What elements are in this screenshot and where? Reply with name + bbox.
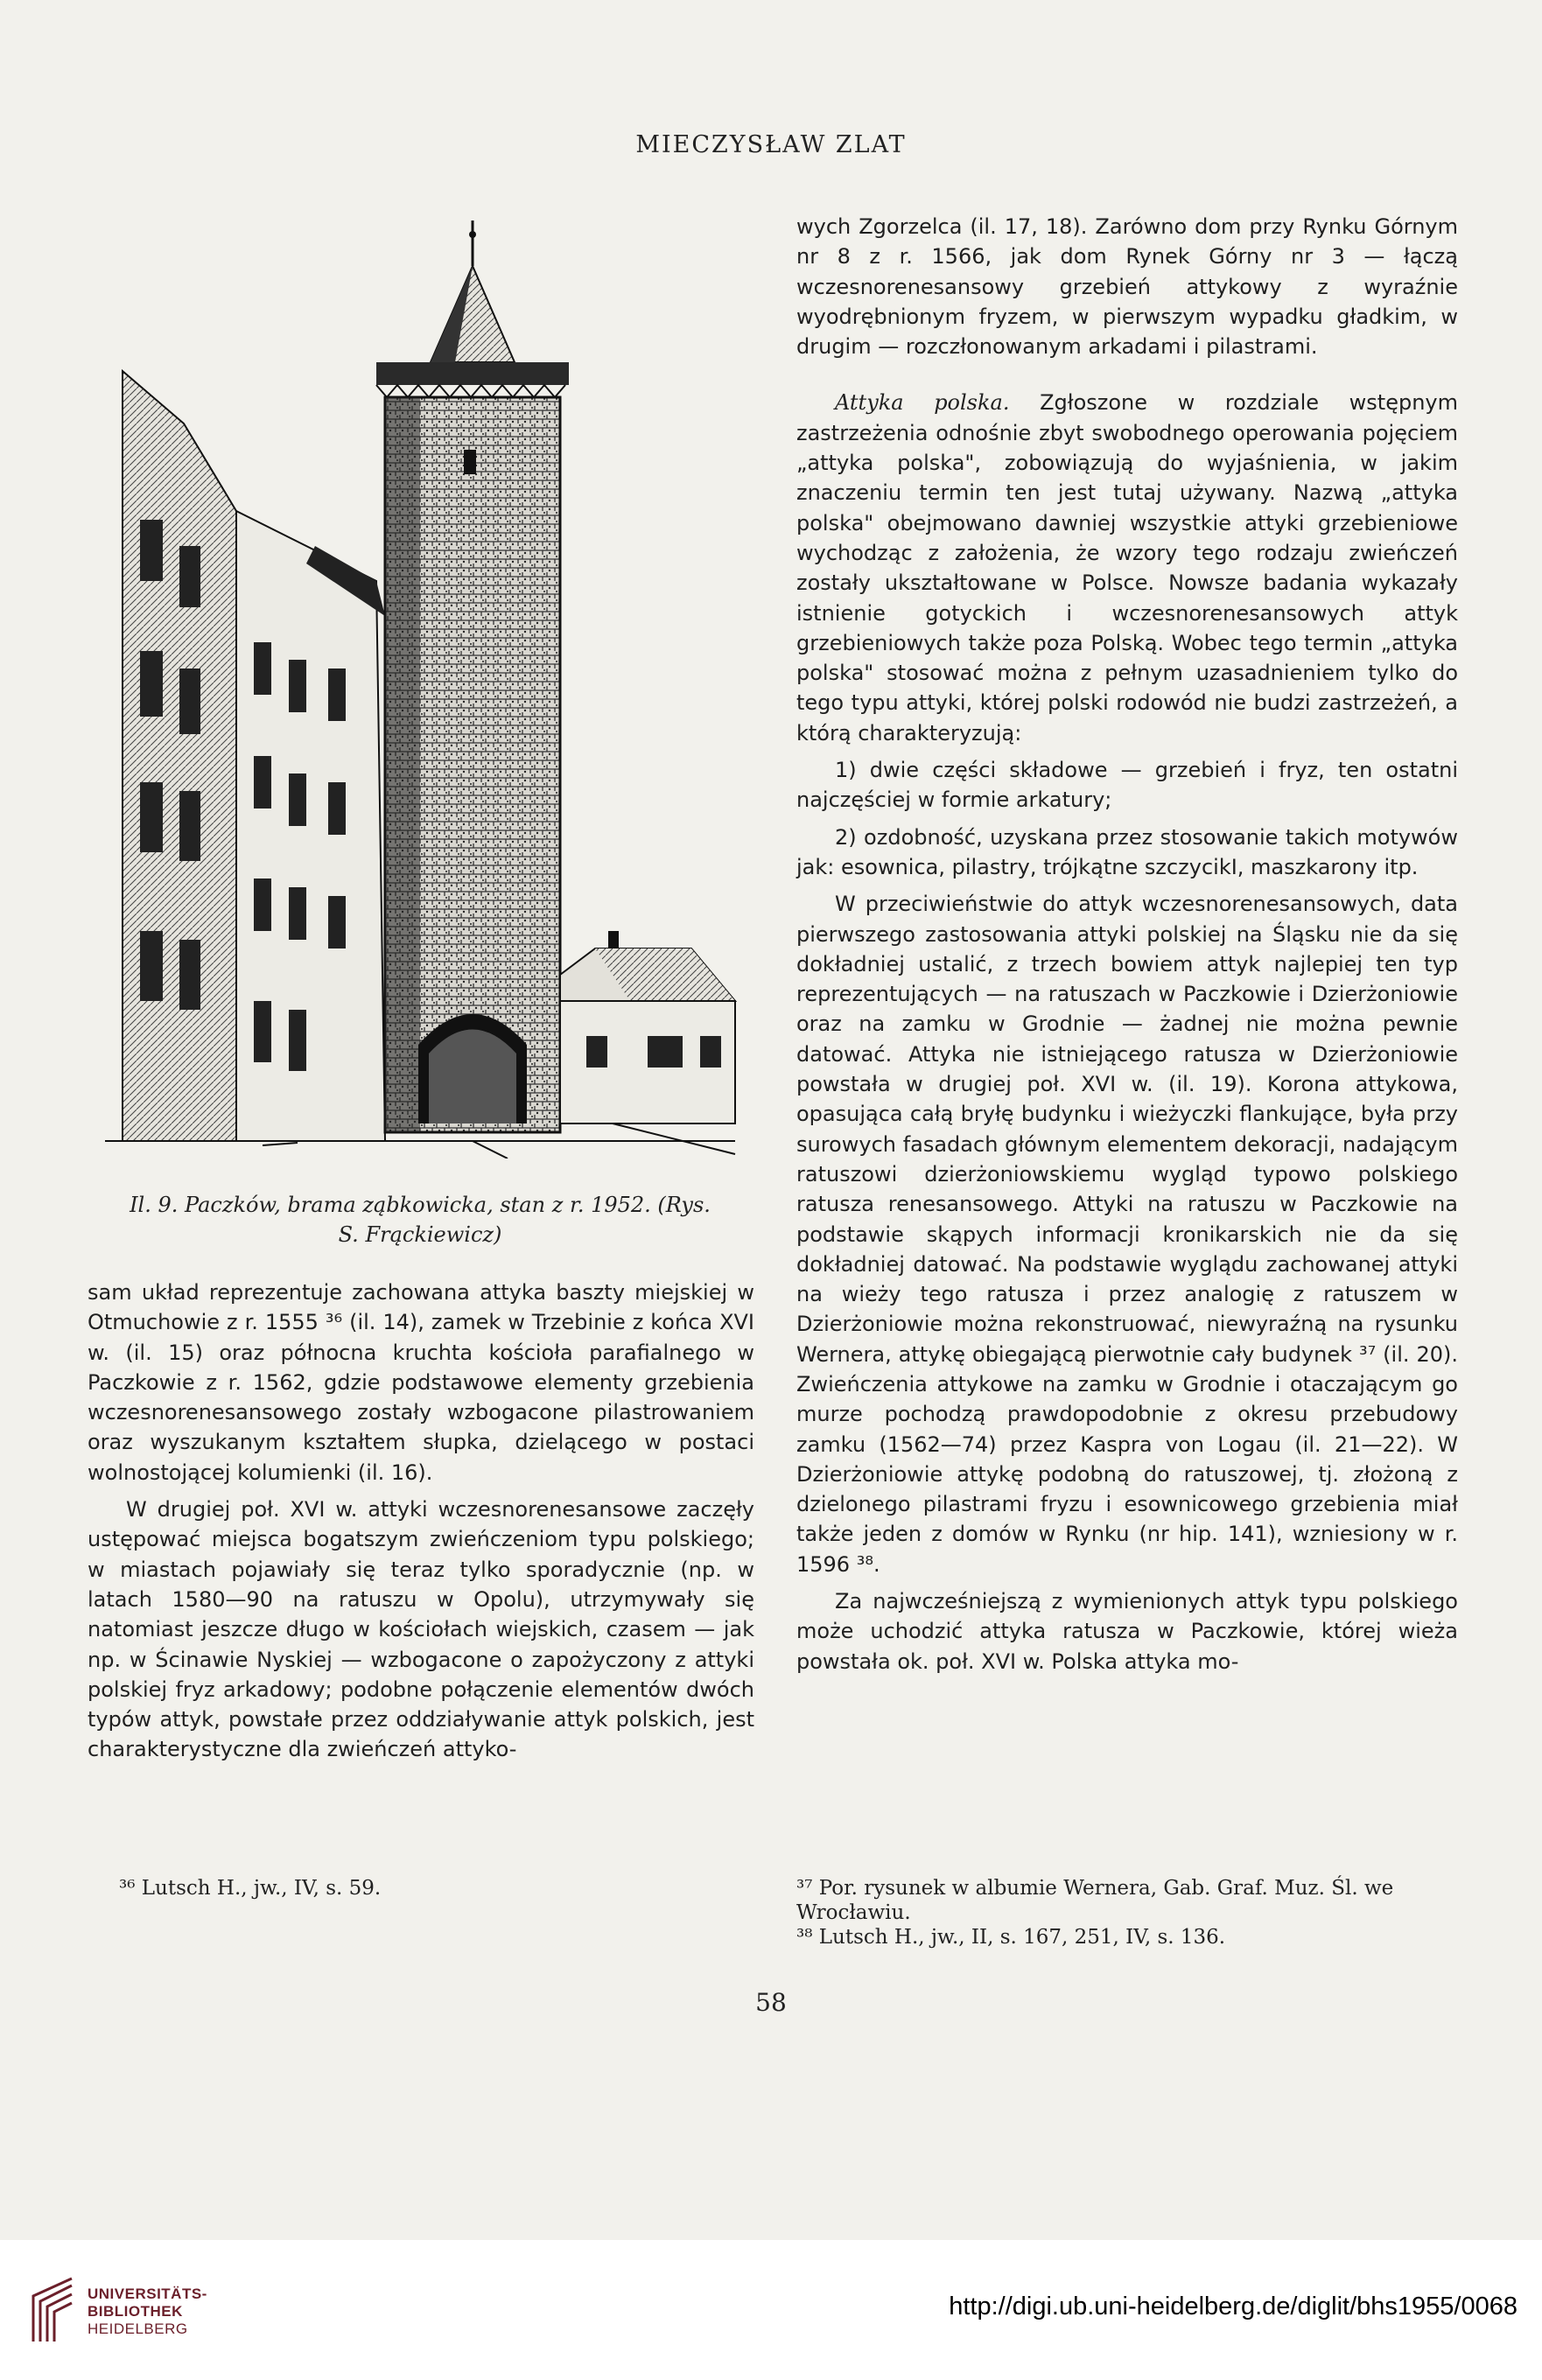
- right-paragraph-1: wych Zgorzelca (il. 17, 18). Zarówno dom przy Rynku Górnym nr 8 z r. 1566, jak dom Rynek Górny nr 3 — łączą wczesnorenesansowy grzebień attykowy z wyraźnie wyodrębnionym fryzem, w pierwszym wypadku gładkim, w drugim — rozczłonowanym arkadami i pilastrami.: [796, 214, 1458, 360]
- page-number: 58: [755, 1988, 787, 2017]
- list-item-1: 1) dwie części składowe — grzebień i fryz, ten ostatni najczęściej w formie arkatury;: [796, 758, 1458, 813]
- source-url-link[interactable]: http://digi.ub.uni-heidelberg.de/diglit/bhs1955/0068: [949, 2292, 1517, 2320]
- caption-line-1: Il. 9. Paczków, brama ząbkowicka, stan z r. 1952. (Rys.: [130, 1193, 711, 1217]
- footnote-37: ³⁷ Por. rysunek w albumie Wernera, Gab. Graf. Muz. Śl. we Wrocławiu.: [796, 1877, 1394, 1924]
- caption-line-2: S. Frąckiewicz): [338, 1222, 502, 1247]
- figure-illustration: [88, 214, 753, 1158]
- library-name: [88, 2286, 207, 2338]
- footer-bar: [0, 2240, 1542, 2380]
- left-column: [88, 1278, 754, 1765]
- right-paragraph-2: [796, 388, 1458, 748]
- right-paragraph-3: W przeciwieństwie do attyk wczesnorenesansowych, data pierwszego zastosowania attyki polskiej na Śląsku nie da się dokładniej ustalić, z trzech bowiem attyk najlepiej ten typ reprezentujących — na ratuszach w Paczkowie i Dzierżoniowie oraz na zamku w Grodnie — żadnej nie można pewnie datować. Attyka nie istniejącego ratusza w Dzierżoniowie powstała w drugiej poł. XVI w. (il. 19). Korona attykowa, opasująca całą bryłę budynku i wieżyczki flankujące, była przy surowych fasadach głównym elementem dekoracji, nadającym ratuszowi dzierżoniowskiemu wygląd typowo polskiego ratusza renesansowego. Attyki na ratuszu w Paczkowie na podstawie skąpych informacji kronikarskich nie da się dokładniej datować. Na podstawie wyglądu zachowanej attyki na wieży tego ratusza i przez analogię z ratuszem w Dzierżoniowie można rekonstruować, niewyraźną na rysunku Wernera, attykę obiegającą pierwotnie cały budynek ³⁷ (il. 20). Zwieńczenia attykowe na zamku w Grodnie i otaczającym go murze pochodzą prawdopodobnie z okresu przebudowy zamku (1562—74) przez Kaspra von Logau (il. 21—22). W Dzierżoniowie attykę podobną do ratuszowej, tj. złożoną z dzielonego pilastrami fryzu i esownicowego grzebienia miał także jeden z domów w Rynku (nr hip. 141), wzniesiony w r. 1596 ³⁸.: [796, 892, 1458, 1577]
- library-logo-icon: [26, 2275, 79, 2345]
- library-name-line-2: BIBLIOTHEK: [88, 2303, 183, 2320]
- gate-tower: [376, 220, 569, 1132]
- footnote-38: ³⁸ Lutsch H., jw., II, s. 167, 251, IV, s. 136.: [796, 1926, 1226, 1949]
- houses-left: [123, 371, 385, 1141]
- left-paragraph-2: W drugiej poł. XVI w. attyki wczesnorenesansowe zaczęły ustępować miejsca bogatszym zwieńczeniom typu polskiego; w miastach pojawiały się teraz tylko sporadycznie (np. w latach 1580—90 na ratuszu w Opolu), utrzymywały się natomiast jeszcze długo w kościołach wiejskich, czasem — jak np. w Ścinawie Nyskiej — wzbogacone o zapożyczony z attyki polskiej fryz arkadowy; podobne połączenie elementów dwóch typów attyk, powstałe przez oddziaływanie attyk polskich, jest charakterystyczne dla zwieńczeń attyko-: [88, 1497, 754, 1762]
- right-paragraph-2-text: Zgłoszone w rozdziale wstępnym zastrzeżenia odnośnie zbyt swobodnego operowania pojęciem „attyka polska", zobowiązują do wyjaśnienia, w jakim znaczeniu termin ten jest tutaj używany. Nazwą „attyka polska" obejmowano dawniej wszystkie attyki grzebieniowe wychodząc z założenia, że wzory tego rodzaju zwieńczeń zostały ukształtowane w Polsce. Nowsze badania wykazały istnienie gotyckich i wczesnorenesansowych attyk grzebieniowych także poza Polską. Wobec tego termin „attyka polska" stosować można z pełnym uzasadnieniem tylko do tego typu attyki, której polski rodowód nie budzi zastrzeżeń, a którą charakteryzują:: [796, 390, 1458, 746]
- figure-caption: [88, 1190, 753, 1250]
- list-item-2: 2) ozdobność, uzyskana przez stosowanie takich motywów jak: esownica, pilastry, trójkątne szczycikI, maszkarony itp.: [796, 824, 1458, 879]
- running-title: MIECZYSŁAW ZLAT: [635, 131, 907, 158]
- right-column: [796, 212, 1458, 1676]
- right-paragraph-4: Za najwcześniejszą z wymienionych attyk typu polskiego może uchodzić attyka ratusza w Paczkowie, której wieża powstała ok. poł. XVI w. Polska attyka mo-: [796, 1589, 1458, 1674]
- footnotes-right: [796, 1876, 1444, 1950]
- section-subheading: Attyka polska.: [835, 390, 1010, 416]
- tower-drawing: [88, 214, 753, 1158]
- house-right: [560, 931, 735, 1124]
- left-paragraph-1: sam układ reprezentuje zachowana attyka baszty miejskiej w Otmuchowie z r. 1555 ³⁶ (il. 14), zamek w Trzebinie z końca XVI w. (il. 15) oraz północna kruchta kościoła parafialnego w Paczkowie z r. 1562, gdzie podstawowe elementy grzebienia wczesnorenesansowego zostały wzbogacone pilastrowaniem oraz wyszukanym kształtem słupka, dzielącego w postaci wolnostojącej kolumienki (il. 16).: [88, 1280, 754, 1485]
- library-name-line-1: UNIVERSITÄTS-: [88, 2286, 207, 2302]
- library-name-line-3: HEIDELBERG: [88, 2320, 188, 2337]
- footnote-36: ³⁶ Lutsch H., jw., IV, s. 59.: [119, 1877, 382, 1900]
